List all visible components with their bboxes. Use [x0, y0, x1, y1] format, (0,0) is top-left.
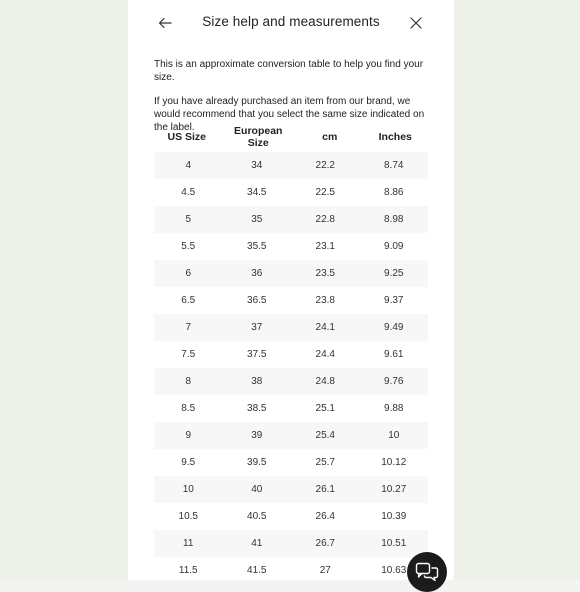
cell-us: 6.5 — [181, 295, 196, 306]
cell-eu: 39.5 — [247, 457, 267, 468]
cell-us: 8.5 — [181, 403, 196, 414]
cell-cm: 22.2 — [315, 160, 335, 171]
table-row — [154, 314, 428, 341]
header-european-size: European Size — [234, 125, 283, 149]
table-row — [154, 449, 428, 476]
cell-cm: 22.8 — [315, 214, 335, 225]
intro-line-2: If you have already purchased an item from our brand, we would recommend that you select the same size indicated on the label. — [154, 96, 425, 133]
cell-cm: 24.1 — [315, 322, 335, 333]
cell-us: 6 — [185, 268, 192, 279]
cell-eu: 35.5 — [247, 241, 267, 252]
cell-cm: 23.5 — [315, 268, 335, 279]
cell-cm: 27 — [319, 565, 331, 576]
cell-inches: 10.39 — [381, 511, 407, 522]
cell-inches: 9.76 — [384, 376, 404, 387]
table-header — [154, 122, 428, 152]
cell-eu: 34.5 — [247, 187, 267, 198]
cell-cm: 26.4 — [315, 511, 335, 522]
table-row — [154, 422, 428, 449]
cell-cm: 25.1 — [315, 403, 335, 414]
cell-eu: 35 — [251, 214, 263, 225]
size-help-panel — [128, 0, 454, 580]
cell-cm: 23.8 — [315, 295, 335, 306]
cell-cm: 25.4 — [315, 430, 335, 441]
cell-inches: 9.49 — [384, 322, 404, 333]
cell-us: 7 — [185, 322, 192, 333]
cell-inches: 9.37 — [384, 295, 404, 306]
cell-inches: 8.86 — [384, 187, 404, 198]
chat-button[interactable] — [407, 552, 447, 592]
cell-us: 7.5 — [181, 349, 196, 360]
table-row — [154, 530, 428, 557]
cell-inches: 10.27 — [381, 484, 407, 495]
cell-inches: 8.74 — [384, 160, 404, 171]
page-title: Size help and measurements — [202, 14, 380, 29]
cell-cm: 23.1 — [315, 241, 335, 252]
close-button[interactable] — [406, 13, 426, 33]
cell-eu: 38.5 — [247, 403, 267, 414]
cell-inches: 9.88 — [384, 403, 404, 414]
panel-header — [128, 0, 454, 46]
cell-us: 9 — [185, 430, 192, 441]
cell-eu: 37.5 — [247, 349, 267, 360]
background-left — [0, 0, 128, 580]
cell-eu: 37 — [251, 322, 263, 333]
table-row — [154, 557, 428, 580]
cell-cm: 25.7 — [315, 457, 335, 468]
cell-eu: 41 — [251, 538, 263, 549]
cell-inches: 8.98 — [384, 214, 404, 225]
header-cm: cm — [322, 131, 338, 143]
close-icon — [410, 17, 422, 29]
header-inches: Inches — [378, 131, 412, 143]
table-row — [154, 395, 428, 422]
table-row — [154, 179, 428, 206]
chat-bubbles-icon — [415, 562, 439, 582]
cell-us: 11 — [183, 538, 194, 549]
table-body — [154, 152, 428, 580]
table-row — [154, 206, 428, 233]
cell-eu: 34 — [251, 160, 263, 171]
cell-cm: 22.5 — [315, 187, 335, 198]
cell-us: 10.5 — [178, 511, 198, 522]
cell-us: 9.5 — [181, 457, 196, 468]
table-row — [154, 503, 428, 530]
cell-inches: 10.63 — [381, 565, 407, 576]
cell-cm: 24.8 — [315, 376, 335, 387]
cell-cm: 24.4 — [315, 349, 335, 360]
cell-us: 5.5 — [181, 241, 196, 252]
cell-us: 11.5 — [178, 565, 198, 576]
cell-eu: 38 — [251, 376, 263, 387]
cell-eu: 36.5 — [247, 295, 267, 306]
cell-eu: 39 — [251, 430, 263, 441]
cell-inches: 10.51 — [381, 538, 407, 549]
cell-inches: 9.25 — [384, 268, 404, 279]
cell-us: 4.5 — [181, 187, 196, 198]
size-conversion-table — [154, 122, 428, 580]
cell-eu: 36 — [251, 268, 263, 279]
cell-us: 5 — [185, 214, 192, 225]
intro-line-1: This is an approximate conversion table to help you find your size. — [154, 59, 424, 83]
cell-us: 10 — [182, 484, 194, 495]
cell-inches: 10 — [388, 430, 400, 441]
table-row — [154, 260, 428, 287]
cell-eu: 41.5 — [247, 565, 267, 576]
cell-eu: 40 — [251, 484, 263, 495]
cell-eu: 40.5 — [247, 511, 267, 522]
header-us-size: US Size — [167, 131, 206, 143]
table-row — [154, 476, 428, 503]
table-row — [154, 287, 428, 314]
cell-inches: 9.09 — [384, 241, 404, 252]
cell-us: 4 — [185, 160, 192, 171]
cell-cm: 26.1 — [315, 484, 335, 495]
table-row — [154, 233, 428, 260]
table-row — [154, 341, 428, 368]
background-right — [454, 0, 580, 580]
cell-us: 8 — [185, 376, 192, 387]
table-row — [154, 152, 428, 179]
cell-inches: 10.12 — [381, 457, 407, 468]
table-row — [154, 368, 428, 395]
cell-inches: 9.61 — [384, 349, 404, 360]
cell-cm: 26.7 — [315, 538, 335, 549]
